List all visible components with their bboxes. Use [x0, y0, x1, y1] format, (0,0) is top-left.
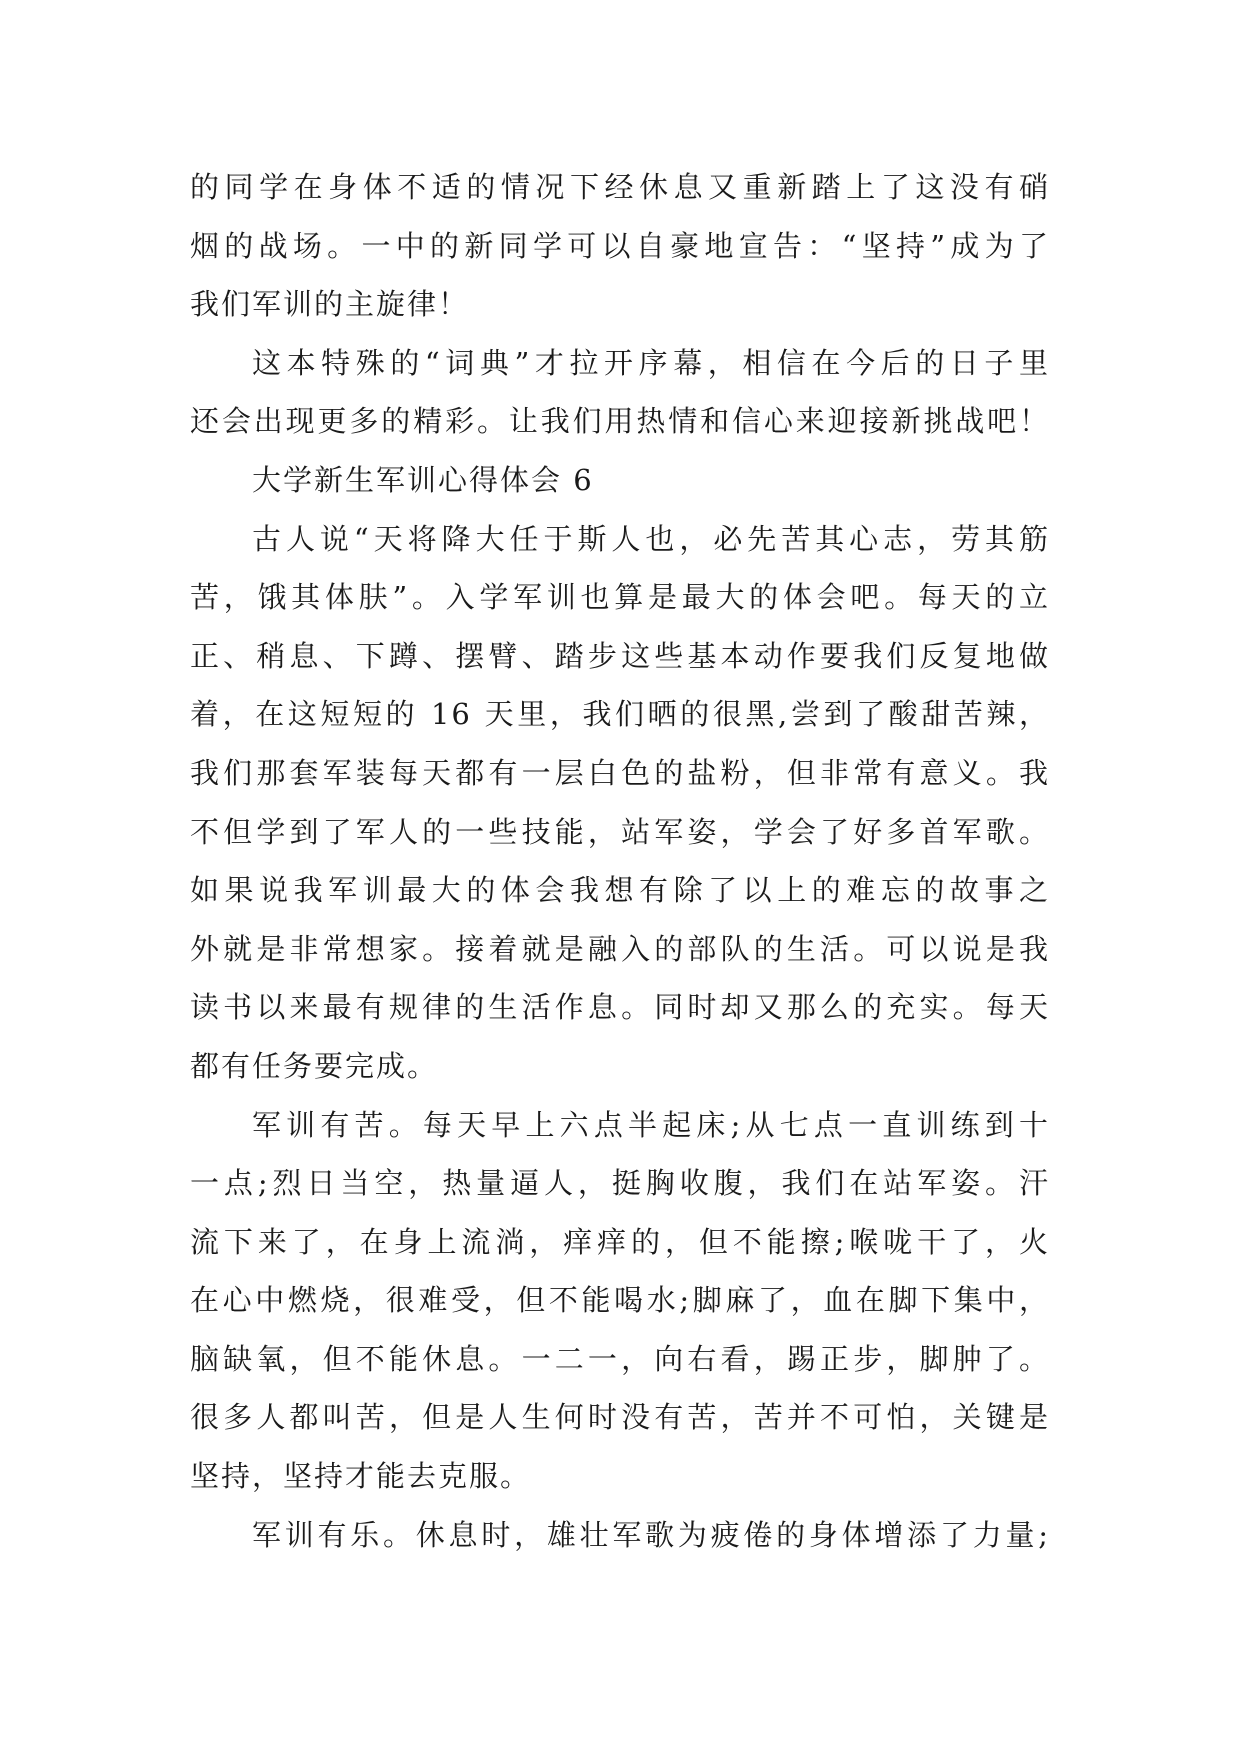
text-line: 流下来了，在身上流淌，痒痒的，但不能擦;喉咙干了，火 [190, 1224, 1050, 1259]
text-line: 读书以来最有规律的生活作息。同时却又那么的充实。每天 [190, 990, 1050, 1025]
text-line: 我们军训的主旋律！ [190, 287, 470, 322]
text-line: 一点;烈日当空，热量逼人，挺胸收腹，我们在站军姿。汗 [190, 1166, 1050, 1201]
text-line: 坚持，坚持才能去克服。 [190, 1459, 532, 1494]
text-line: 的同学在身体不适的情况下经休息又重新踏上了这没有硝 [190, 170, 1050, 204]
text-line: 不但学到了军人的一些技能，站军姿，学会了好多首军歌。 [190, 814, 1050, 849]
text-line: 外就是非常想家。接着就是融入的部队的生活。可以说是我 [190, 931, 1050, 966]
document-body [190, 158, 1050, 1564]
text-line: 军训有苦。每天早上六点半起床;从七点一直训练到十 [252, 1107, 1050, 1142]
text-line: 在心中燃烧，很难受，但不能喝水;脚麻了，血在脚下集中， [190, 1283, 1050, 1318]
text-line: 如果说我军训最大的体会我想有除了以上的难忘的故事之 [190, 873, 1050, 908]
text-line: 脑缺氧，但不能休息。一二一，向右看，踢正步，脚肿了。 [190, 1341, 1050, 1376]
text-line: 古人说“天将降大任于斯人也，必先苦其心志，劳其筋 [252, 521, 1050, 556]
text-line: 正、稍息、下蹲、摆臂、踏步这些基本动作要我们反复地做 [190, 638, 1050, 673]
text-line: 这本特殊的“词典”才拉开序幕，相信在今后的日子里 [252, 345, 1050, 380]
text-line: 军训有乐。休息时，雄壮军歌为疲倦的身体增添了力量; [252, 1517, 1050, 1552]
text-line: 我们那套军装每天都有一层白色的盐粉，但非常有意义。我 [190, 755, 1050, 790]
text-line: 都有任务要完成。 [190, 1048, 439, 1083]
text-line: 还会出现更多的精彩。让我们用热情和信心来迎接新挑战吧！ [190, 404, 1050, 439]
text-line: 烟的战场。一中的新同学可以自豪地宣告：“坚持”成为了 [190, 228, 1050, 263]
text-line: 着，在这短短的 16 天里，我们晒的很黑,尝到了酸甜苦辣， [190, 697, 1050, 732]
text-line: 大学新生军训心得体会 6 [252, 462, 594, 497]
text-line: 苦，饿其体肤”。入学军训也算是最大的体会吧。每天的立 [190, 580, 1050, 615]
text-line: 很多人都叫苦，但是人生何时没有苦，苦并不可怕，关键是 [190, 1400, 1050, 1435]
